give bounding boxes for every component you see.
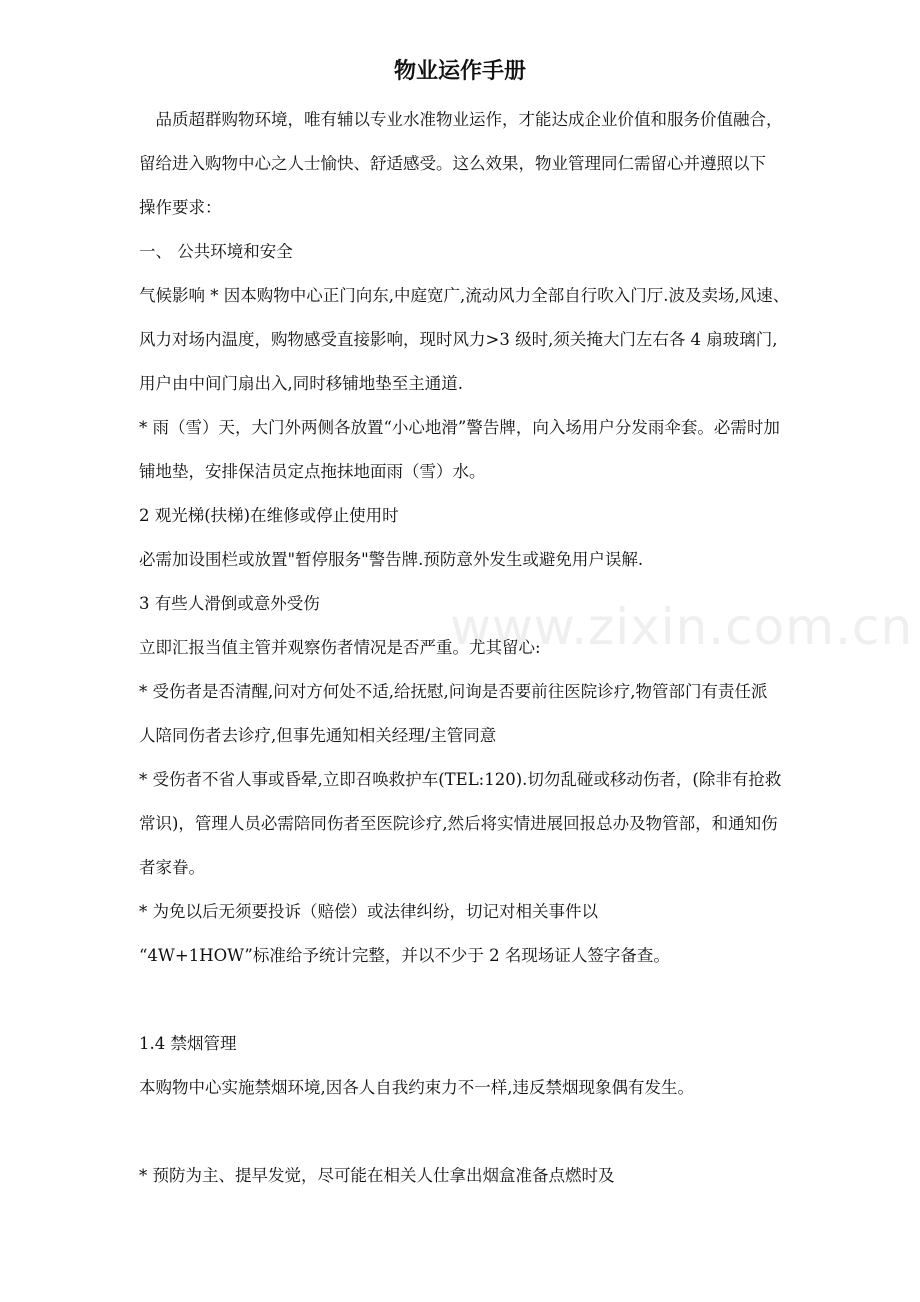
injury-line-3: 人陪同伤者去诊疗,但事先通知相关经理/主管同意 bbox=[139, 726, 497, 745]
injury-line-6: 者家眷。 bbox=[139, 858, 205, 877]
weather-line-3: 用户由中间门扇出入,同时移铺地垫至主通道. bbox=[139, 374, 463, 393]
escalator-heading: 2 观光梯(扶梯)在维修或停止使用时 bbox=[139, 506, 399, 525]
injury-line-4: * 受伤者不省人事或昏晕,立即召唤救护车(TEL:120).切勿乱碰或移动伤者，(除非有抢救 bbox=[139, 770, 782, 789]
smoking-line-1: 本购物中心实施禁烟环境,因各人自我约束力不一样,违反禁烟现象偶有发生。 bbox=[139, 1078, 694, 1097]
intro-line-2: 留给进入购物中心之人士愉快、舒适感受。这么效果，物业管理同仁需留心并遵照以下 bbox=[139, 154, 766, 173]
injury-line-5: 常识)，管理人员必需陪同伤者至医院诊疗,然后将实情进展回报总办及物管部，和通知伤 bbox=[139, 814, 778, 833]
weather-line-1: 气候影响 * 因本购物中心正门向东,中庭宽广,流动风力全部自行吹入门厅.波及卖场,风速、 bbox=[139, 286, 790, 305]
weather-line-2: 风力对场内温度，购物感受直接影响，现时风力>3 级时,须关掩大门左右各 4 扇玻璃门, bbox=[139, 330, 778, 349]
rain-line-2: 铺地垫，安排保洁员定点拖抹地面雨（雪）水。 bbox=[139, 462, 486, 481]
intro-line-3: 操作要求： bbox=[139, 198, 222, 217]
smoking-heading: 1.4 禁烟管理 bbox=[139, 1034, 237, 1053]
section-heading-public-environment: 一、 公共环境和安全 bbox=[139, 242, 293, 261]
watermark: www.zixin.com.cn bbox=[450, 598, 914, 656]
smoking-line-2: * 预防为主、提早发觉，尽可能在相关人仕拿出烟盒准备点燃时及 bbox=[139, 1166, 615, 1185]
injury-line-7: * 为免以后无须要投诉（赔偿）或法律纠纷，切记对相关事件以 bbox=[139, 902, 598, 921]
injury-line-1: 立即汇报当值主管并观察伤者情况是否严重。尤其留心: bbox=[139, 638, 541, 657]
escalator-line: 必需加设围栏或放置"暂停服务"警告牌.预防意外发生或避免用户误解. bbox=[139, 550, 644, 569]
intro-line-1: 品质超群购物环境，唯有辅以专业水准物业运作，才能达成企业价值和服务价值融合， bbox=[139, 110, 783, 129]
injury-line-8: “4W+1HOW”标准给予统计完整，并以不少于 2 名现场证人签字备查。 bbox=[139, 946, 670, 965]
rain-line-1: * 雨（雪）天，大门外两侧各放置“小心地滑”警告牌，向入场用户分发雨伞套。必需时加 bbox=[139, 418, 780, 437]
injury-line-2: * 受伤者是否清醒,问对方何处不适,给抚慰,问询是否要前往医院诊疗,物管部门有责任派 bbox=[139, 682, 768, 701]
injury-heading: 3 有些人滑倒或意外受伤 bbox=[139, 594, 320, 613]
page-title: 物业运作手册 bbox=[393, 58, 526, 84]
